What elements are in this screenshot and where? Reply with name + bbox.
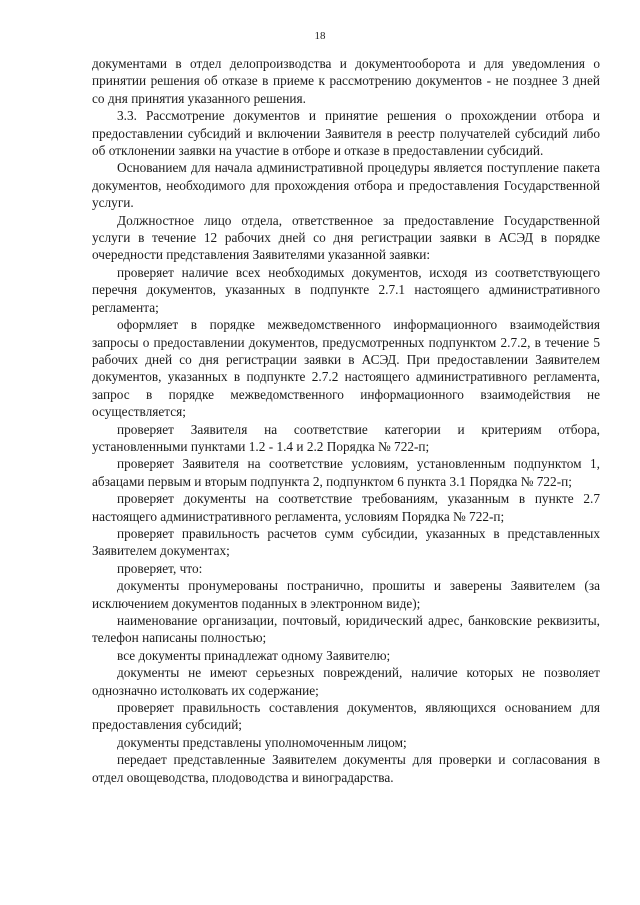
paragraph-official: Должностное лицо отдела, ответственное за предоставление Государственной услуги в течение 12 рабочих дней со дня регистрации заявки в АСЭД в порядке очередности представления Заявителями указанной заявки: [92, 212, 600, 263]
list-item-transfer-documents: передает представленные Заявителем документы для проверки и согласования в отдел овощеводства, плодоводства и виноградарства. [92, 752, 600, 785]
list-item-authorized-person: документы представлены уполномоченным лицом; [117, 734, 407, 750]
paragraph-basis: Основанием для начала административной процедуры является поступление пакета документов, необходимого для прохождения отбора и предоставления Государственной услуги. [92, 160, 600, 211]
page-number: 18 [314, 30, 326, 42]
paragraph-continuation: документами в отдел делопроизводства и документооборота и для уведомления о принятии решения об отказе в приеме к рассмотрению документов - не позднее 3 дней со дня принятия указанного решения. [92, 56, 600, 106]
list-item-interagency-requests: оформляет в порядке межведомственного информационного взаимодействия запросы о предоставлении документов, предусмотренных подпунктом 2.7.2, в течение 5 рабочих дней со дня регистрации заявки в АСЭД. При предоставлении Заявителем документов, указанных в подпункте 2.7.2 настоящего административного регламента, запрос в порядке межведомственного информационного взаимодействия не осуществляется; [92, 317, 600, 420]
list-item-checks-that: проверяет, что: [117, 560, 203, 576]
list-item-numbered-pages: документы пронумерованы постранично, прошиты и заверены Заявителем (за исключением документов поданных в электронном виде); [92, 578, 600, 611]
list-item-check-preparation: проверяет правильность составления документов, являющихся основанием для предоставления субсидий; [92, 700, 600, 733]
paragraph-section-3-3: 3.3. Рассмотрение документов и принятие решения о прохождении отбора и предоставлении субсидий и включении Заявителя в реестр получателей субсидий либо об отклонении заявки на участие в отборе и отказе в предоставлении субсидий. [92, 108, 600, 159]
list-item-check-documents: проверяет наличие всех необходимых документов, исходя из соответствующего перечня документов, указанных в подпункте 2.7.1 настоящего административного регламента; [92, 264, 600, 315]
list-item-check-requirements: проверяет документы на соответствие требованиям, указанным в пункте 2.7 настоящего административного регламента, условиям Порядка № 722-п; [92, 491, 600, 524]
list-item-single-applicant: все документы принадлежат одному Заявителю; [117, 647, 391, 663]
list-item-check-conditions: проверяет Заявителя на соответствие условиям, установленным подпунктом 1, абзацами первым и вторым подпункта 2, подпунктом 6 пункта 3.1 Порядка № 722-п; [92, 456, 600, 489]
list-item-check-category: проверяет Заявителя на соответствие категории и критериям отбора, установленными пунктами 1.2 - 1.4 и 2.2 Порядка № 722-п; [92, 421, 600, 454]
list-item-check-calculations: проверяет правильность расчетов сумм субсидии, указанных в представленных Заявителем документах; [92, 525, 600, 559]
list-item-organization-details: наименование организации, почтовый, юридический адрес, банковские реквизиты, телефон написаны полностью; [92, 613, 600, 646]
document-body [92, 55, 600, 786]
list-item-no-damage: документы не имеют серьезных повреждений, наличие которых не позволяет однозначно истолковать их содержание; [92, 665, 600, 698]
